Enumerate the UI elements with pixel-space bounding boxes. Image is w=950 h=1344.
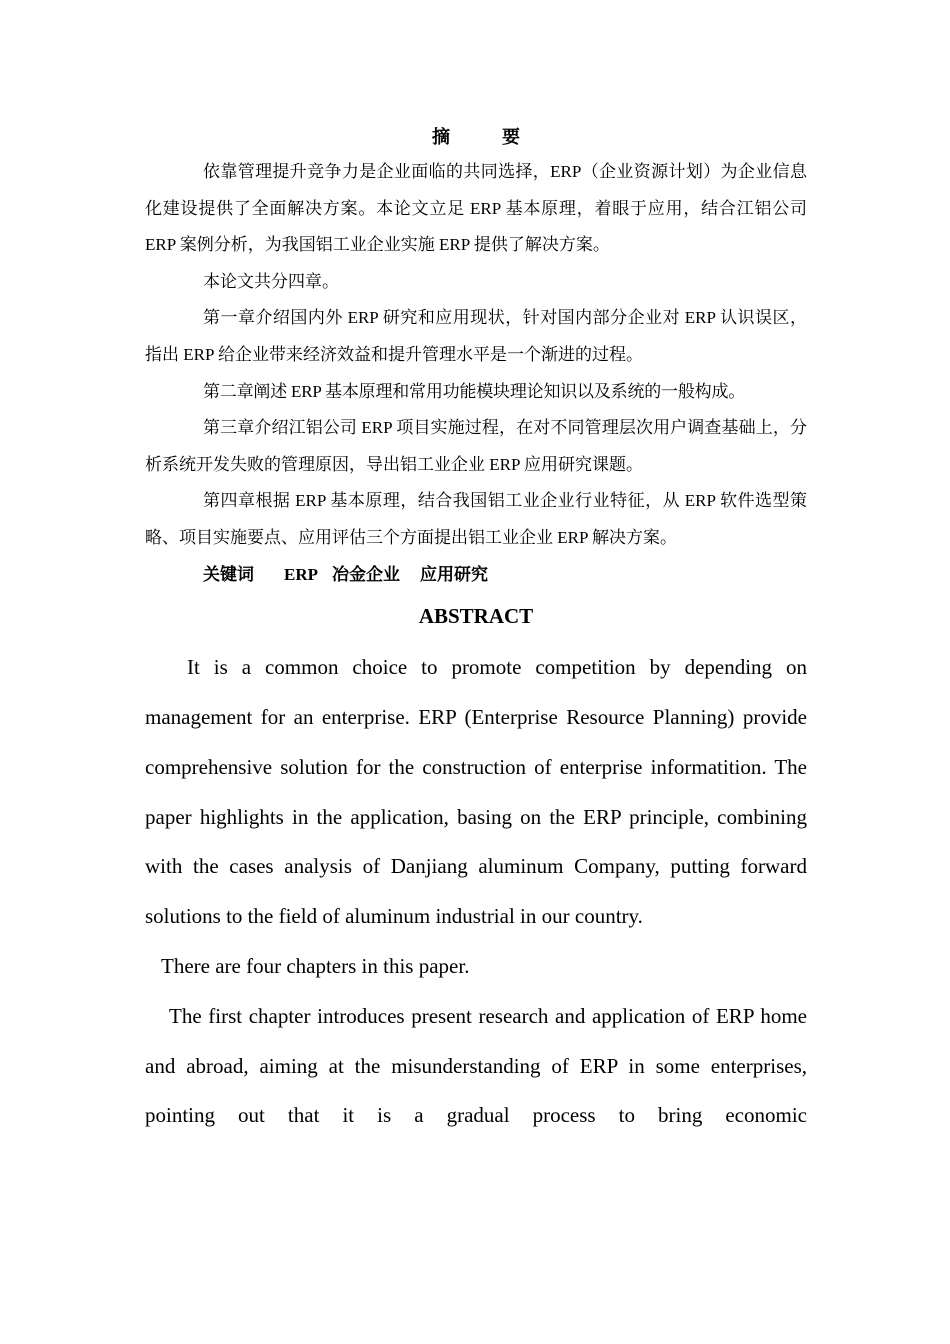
chinese-paragraph-intro: 依靠管理提升竞争力是企业面临的共同选择，ERP（企业资源计划）为企业信息化建设提供了全面解决方案。本论文立足 ERP 基本原理，着眼于应用，结合江铝公司 ERP 案例分析，为我国铝工业企业实施 ERP 提供了解决方案。 xyxy=(145,162,807,255)
keyword-erp: ERP xyxy=(284,564,318,584)
keyword-application-research: 应用研究 xyxy=(420,564,488,584)
chinese-paragraph-chapter-4: 第四章根据 ERP 基本原理，结合我国铝工业企业行业特征，从 ERP 软件选型策略、项目实施要点、应用评估三个方面提出铝工业企业 ERP 解决方案。 xyxy=(145,491,807,547)
english-paragraph-chapters: There are four chapters in this paper. xyxy=(161,953,470,978)
chinese-title-part-2: 要 xyxy=(502,127,520,147)
english-paragraph-chapter-1: The first chapter introduces present research and application of ERP home and abroad, aiming at the misunderstanding of ERP in some enterprises, pointing out that it is a gradual process to bring economic xyxy=(145,1003,807,1128)
chinese-paragraph-chapter-2: 第二章阐述 ERP 基本原理和常用功能模块理论知识以及系统的一般构成。 xyxy=(203,381,746,401)
chinese-paragraph-chapters: 本论文共分四章。 xyxy=(203,271,339,291)
keyword-metallurgy: 冶金企业 xyxy=(332,564,400,584)
document-content xyxy=(145,120,807,1141)
chinese-keywords xyxy=(145,557,807,594)
english-paragraph-intro: It is a common choice to promote competition by depending on management for an enterprise. ERP (Enterprise Resource Planning) provide comprehensive solution for the construction of enterprise informatition. The paper highlights in the application, basing on the ERP principle, combining with the cases analysis of Danjiang aluminum Company, putting forward solutions to the field of aluminum industrial in our country. xyxy=(145,655,807,929)
chinese-abstract-title xyxy=(145,120,807,154)
chinese-title-part-1: 摘 xyxy=(432,127,450,147)
chinese-paragraph-chapter-1: 第一章介绍国内外 ERP 研究和应用现状，针对国内部分企业对 ERP 认识误区，指出 ERP 给企业带来经济效益和提升管理水平是一个渐进的过程。 xyxy=(145,308,807,364)
chinese-paragraph-chapter-3: 第三章介绍江铝公司 ERP 项目实施过程，在对不同管理层次用户调查基础上，分析系统开发失败的管理原因，导出铝工业企业 ERP 应用研究课题。 xyxy=(145,418,807,474)
english-abstract-title: ABSTRACT xyxy=(418,604,534,629)
keywords-label: 关键词 xyxy=(203,564,254,584)
